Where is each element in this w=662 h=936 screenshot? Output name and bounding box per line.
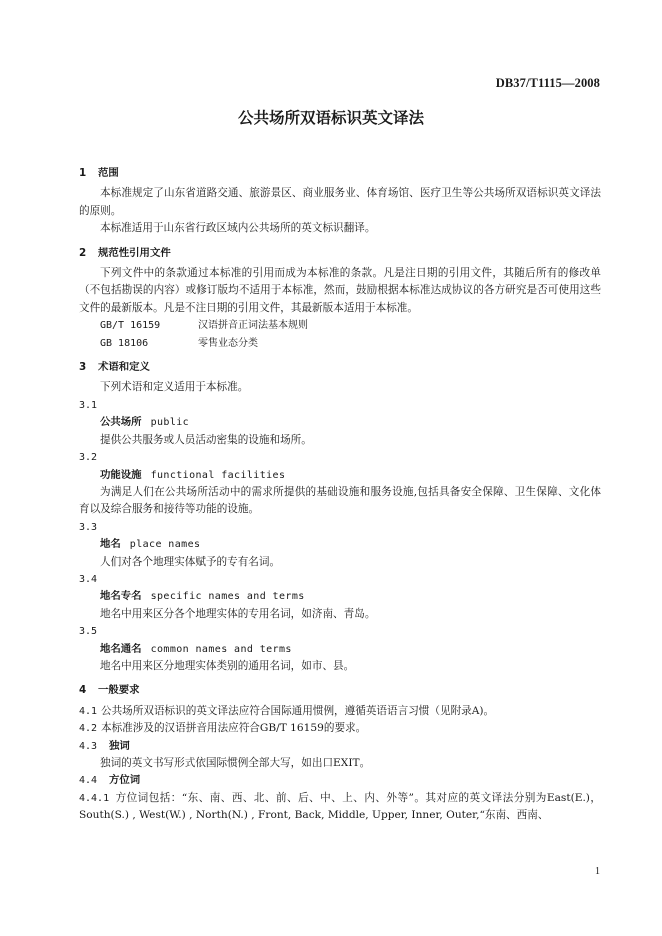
section-number: 4 [79,684,87,697]
term-chinese: 地名专名 [100,590,142,603]
reference-title: 汉语拼音正词法基本规则 [198,320,308,332]
term-english: specific names and terms [150,591,305,603]
term-entry [79,641,601,658]
term-chinese: 功能设施 [100,468,142,481]
term-definition: 地名中用来区分地理实体类别的通用名词，如市、县。 [100,659,355,672]
subsection-heading [79,772,601,789]
term-number: 3.1 [79,399,98,411]
term-entry [79,467,601,484]
terms-intro: 下列术语和定义适用于本标准。 [100,381,249,394]
section-3-heading [79,359,601,376]
item-number: 4.4.1 [79,792,110,804]
term-number: 3.4 [79,573,98,585]
scope-paragraph-2: 本标准适用于山东省行政区域内公共场所的英文标识翻译。 [100,222,376,235]
item-number: 4.2 [79,723,98,735]
section-1-heading [79,165,601,182]
section-title: 规范性引用文件 [98,246,171,259]
section-number: 2 [79,246,87,259]
reference-item [79,335,601,352]
subsection-item [79,790,601,825]
requirement-item [79,703,601,720]
term-english: common names and terms [150,643,292,655]
subsection-heading [79,738,601,755]
section-4-heading [79,682,601,699]
term-definition: 提供公共服务或人员活动密集的设施和场所。 [100,433,312,446]
term-entry [79,536,601,553]
page-number: 1 [595,866,600,877]
term-number: 3.3 [79,521,98,533]
subsection-text: 独词的英文书写形式依国际惯例全部大写，如出口EXIT。 [100,757,371,769]
normative-references-paragraph: 下列文件中的条款通过本标准的引用而成为本标准的条款。凡是注日期的引用文件，其随后所有的修改单（不包括勘误的内容）或修订版均不适用于本标准，然而，鼓励根据本标准达成协议的各方研究是否可使用这些文件的最新版本。凡是不注日期的引用文件，其最新版本适用于本标准。 [79,267,601,314]
subsection-number: 4.4 [79,775,98,787]
term-entry [79,414,601,431]
term-english: place names [129,539,201,551]
term-chinese: 地名通名 [100,642,142,655]
term-entry [79,588,601,605]
term-number: 3.5 [79,626,98,638]
term-chinese: 公共场所 [100,416,142,429]
term-number: 3.2 [79,452,98,464]
item-number: 4.1 [79,705,98,717]
term-definition: 地名中用来区分各个地理实体的专用名词，如济南、青岛。 [100,607,376,620]
scope-paragraph-1: 本标准规定了山东省道路交通、旅游景区、商业服务业、体育场馆、医疗卫生等公共场所双语标识英文译法的原则。 [79,187,601,217]
term-english: functional facilities [150,469,286,481]
subsection-title: 方位词 [109,774,141,787]
term-definition: 为满足人们在公共场所活动中的需求所提供的基础设施和服务设施,包括具备安全保障、卫生保障、文化体育以及综合服务和接待等功能的设施。 [79,485,601,516]
term-definition: 人们对各个地理实体赋予的专有名词。 [100,555,281,568]
item-text: 方位词包括：“东、南、西、北、前、后、中、上、内、外等”。其对应的英文译法分别为East(E.)，South(S.) , West(W.) , North(N.) , Front, Back, Middle, Upper, Inner, Outer,“东南、西南、 [79,791,601,822]
term-chinese: 地名 [100,538,121,551]
requirement-item [79,720,601,737]
standard-code: DB37/T1115—2008 [495,76,600,90]
reference-code: GB 18106 [100,337,149,349]
section-title: 一般要求 [98,684,140,697]
item-text: 本标准涉及的汉语拼音用法应符合GB/T 16159的要求。 [101,722,367,735]
reference-code: GB/T 16159 [100,320,161,332]
section-number: 3 [79,361,87,374]
reference-item [79,317,601,334]
document-body [79,165,601,825]
document-title: 公共场所双语标识英文译法 [237,109,424,127]
subsection-title: 独词 [109,739,130,752]
term-english: public [150,417,190,429]
subsection-number: 4.3 [79,740,98,752]
section-2-heading [79,245,601,262]
section-title: 范围 [98,167,119,179]
reference-title: 零售业态分类 [198,337,258,349]
item-text: 公共场所双语标识的英文译法应符合国际通用惯例，遵循英语语言习惯（见附录A)。 [101,704,495,717]
section-title: 术语和定义 [98,361,150,374]
section-number: 1 [79,167,87,179]
